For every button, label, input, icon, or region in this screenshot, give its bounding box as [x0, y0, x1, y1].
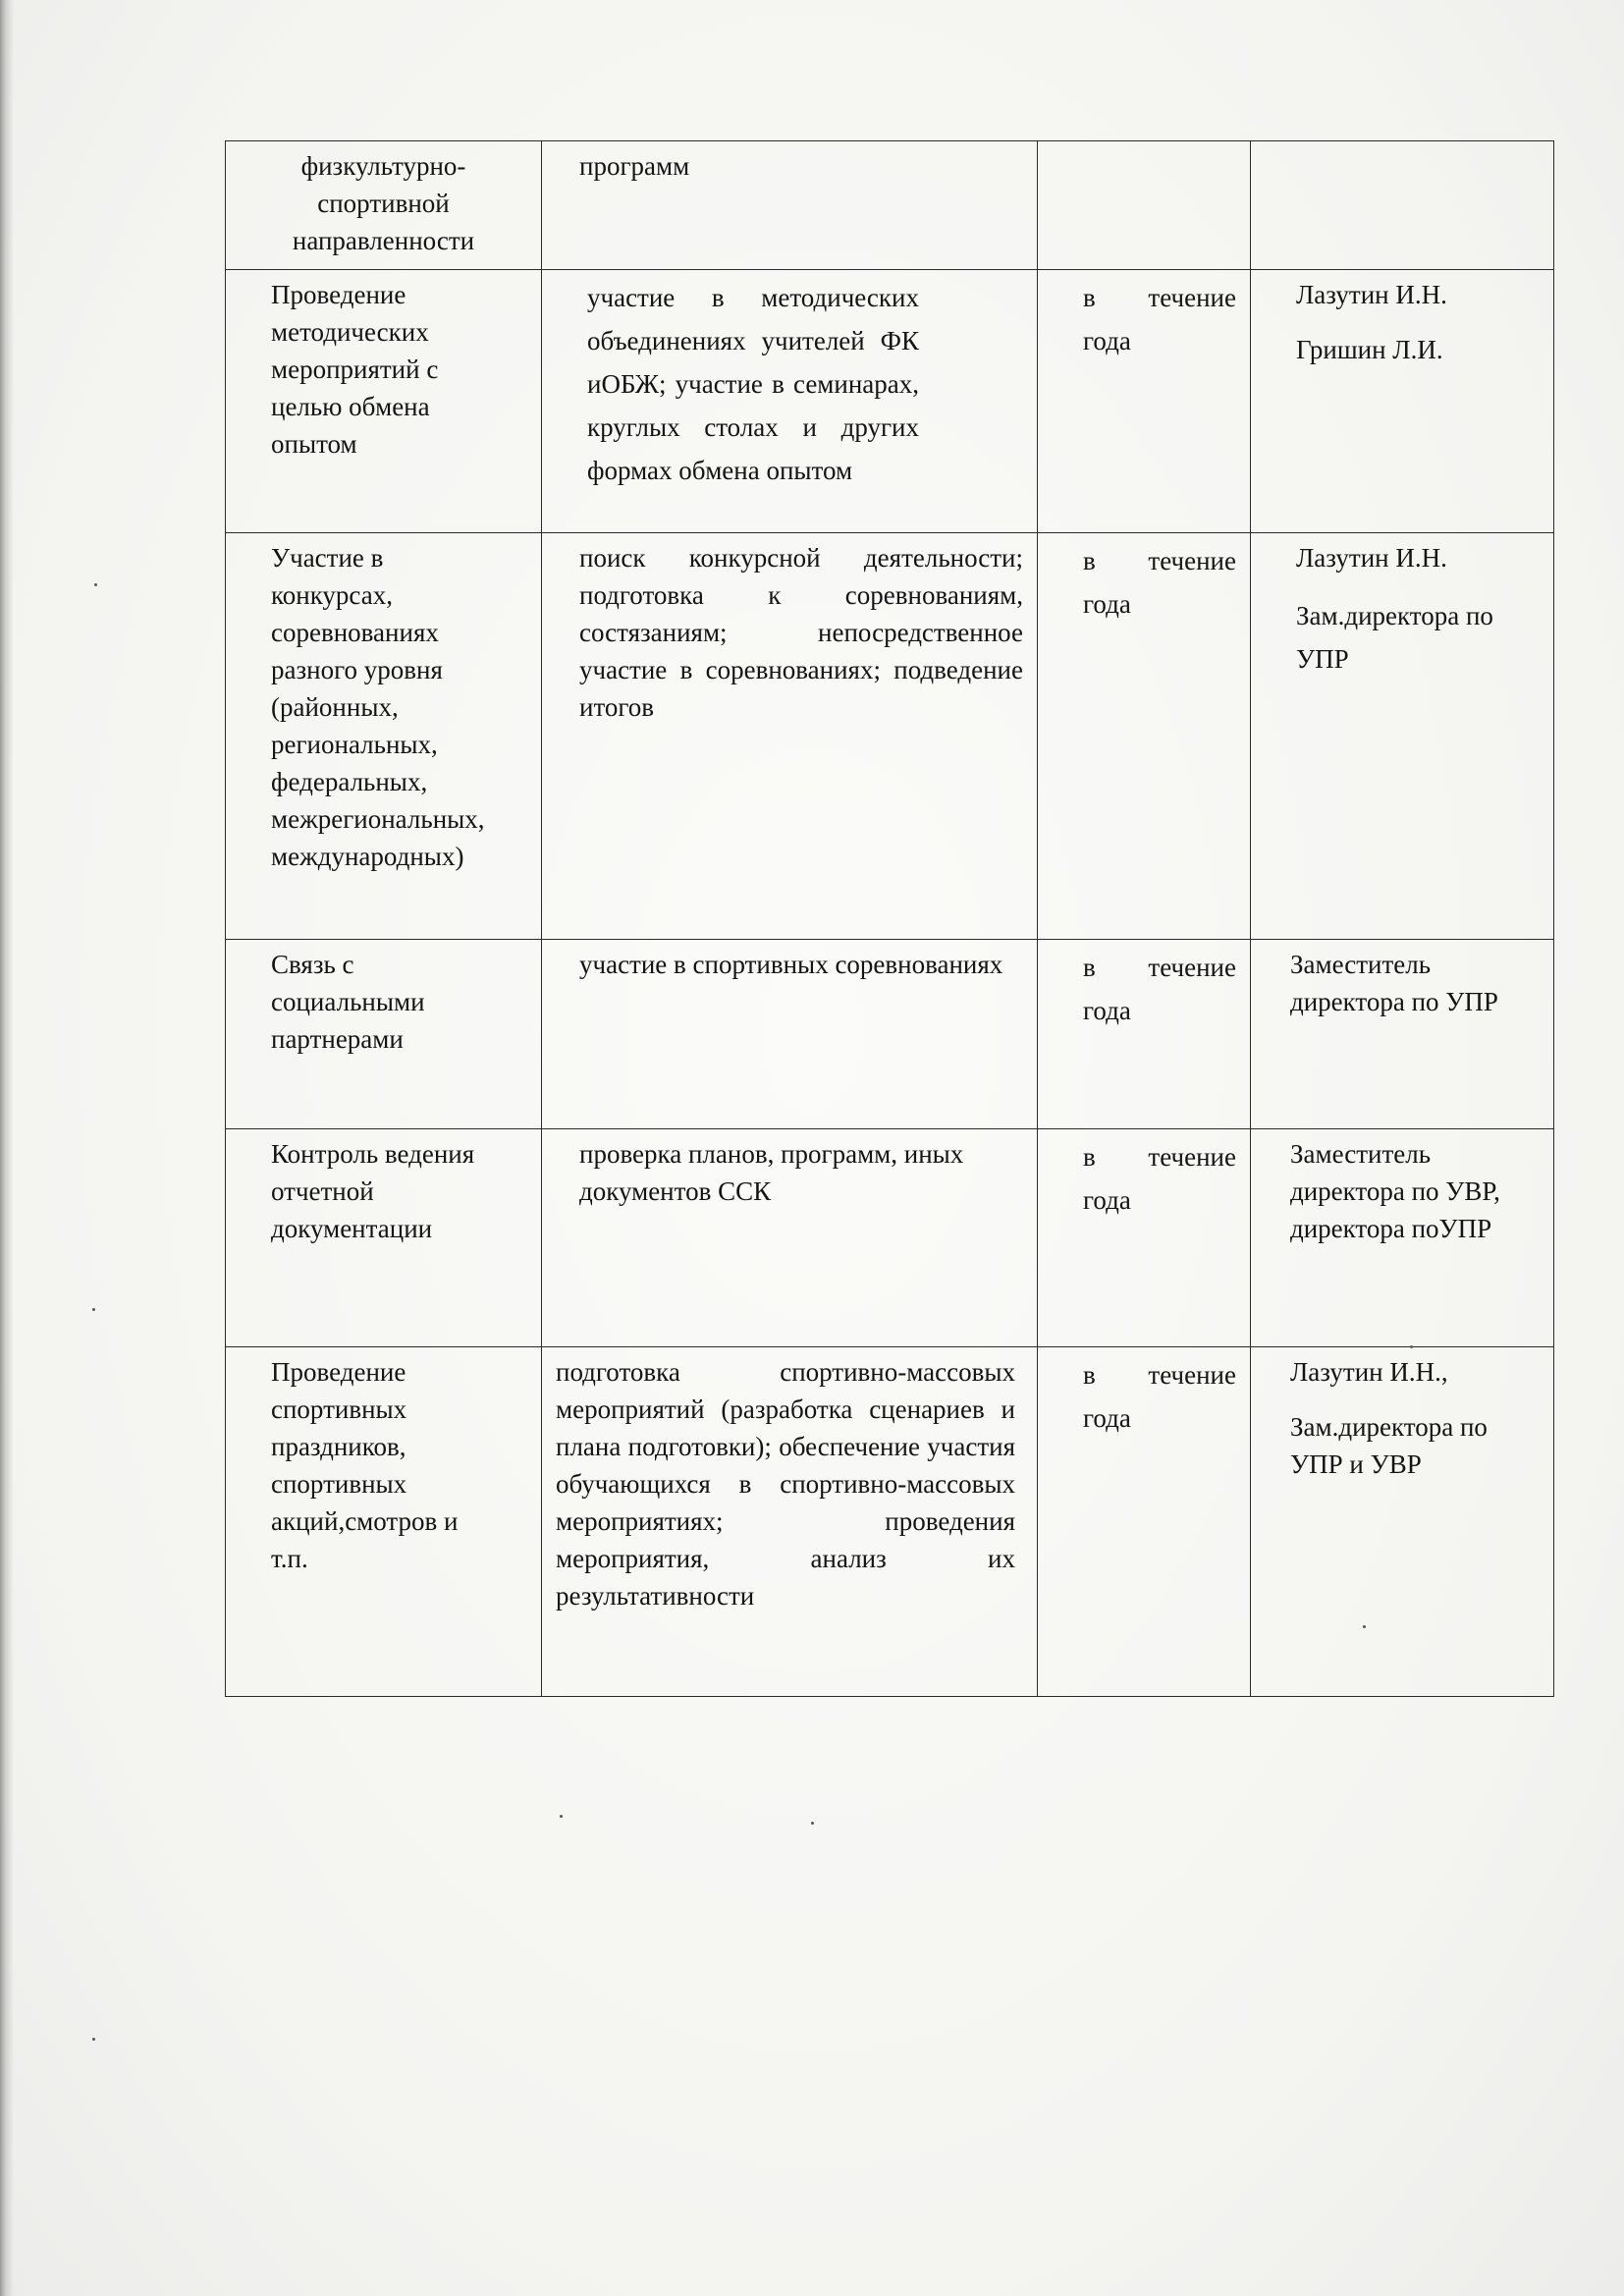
scan-speck: [560, 1815, 563, 1818]
content-cell: [542, 270, 1038, 533]
content-cell: [542, 940, 1038, 1129]
direction-cell: [226, 1347, 542, 1697]
responsible-cell: [1251, 1129, 1554, 1347]
term-cell: [1038, 1347, 1251, 1697]
scan-speck: [94, 583, 97, 586]
content-text: подготовка спортивно-массовых мероприятий (разработка сценариев и плана подготовки); обеспечение участия обучающихся в спортивно-массовых мероприятиях; проведения мероприятия, анализ их результативности: [556, 1357, 1015, 1611]
term-cell: [1038, 141, 1251, 270]
scan-speck: [811, 1822, 814, 1825]
responsible-name: Заместитель директора по УВР, директора поУПР: [1290, 1139, 1500, 1243]
table-row: [226, 270, 1554, 533]
responsible-name: Зам.директора по УПР и УВР: [1290, 1412, 1488, 1479]
term-cell: [1038, 533, 1251, 940]
responsible-name: Заместитель директора по УПР: [1290, 950, 1498, 1016]
term-text: в течение года: [1083, 1142, 1236, 1215]
direction-text: Участие в конкурсах, соревнованиях разного уровня (районных, региональных, федеральных, межрегиональных, международных): [271, 543, 485, 871]
responsible-name: Гришин Л.И.: [1296, 335, 1443, 364]
responsible-name: Лазутин И.Н.: [1296, 543, 1447, 573]
scan-speck: [92, 2038, 95, 2041]
table-row: [226, 1129, 1554, 1347]
content-text: участие в спортивных соревнованиях: [579, 950, 1003, 979]
term-text: в течение года: [1083, 953, 1236, 1025]
content-text: поиск конкурсной деятельности; подготовка к соревнованиям, состязаниям; непосредственное участие в соревнованиях; подведение итогов: [579, 543, 1023, 722]
direction-cell: [226, 141, 542, 270]
direction-text: Проведение методических мероприятий с целью обмена опытом: [271, 280, 439, 459]
scan-speck: [1363, 1625, 1366, 1628]
term-text: в течение года: [1083, 1360, 1236, 1433]
responsible-cell: [1251, 533, 1554, 940]
direction-cell: [226, 1129, 542, 1347]
responsible-cell: [1251, 940, 1554, 1129]
table-row: [226, 533, 1554, 940]
content-text: проверка планов, программ, иных документов ССК: [579, 1139, 964, 1206]
table-row: [226, 141, 1554, 270]
term-text: в течение года: [1083, 283, 1236, 355]
term-cell: [1038, 1129, 1251, 1347]
responsible-name: Лазутин И.Н.: [1296, 280, 1447, 309]
responsible-cell: [1251, 141, 1554, 270]
scan-edge-shadow: [0, 0, 14, 2296]
scan-speck: [1410, 1345, 1413, 1348]
table-row: [226, 940, 1554, 1129]
content-cell: [542, 1347, 1038, 1697]
direction-cell: [226, 533, 542, 940]
direction-text: Контроль ведения отчетной документации: [271, 1139, 475, 1243]
responsible-cell: [1251, 1347, 1554, 1697]
direction-cell: [226, 940, 542, 1129]
term-cell: [1038, 270, 1251, 533]
term-cell: [1038, 940, 1251, 1129]
responsible-name: Зам.директора по УПР: [1296, 601, 1493, 674]
direction-text: Связь с социальными партнерами: [271, 950, 425, 1054]
responsible-name: Лазутин И.Н.,: [1290, 1357, 1448, 1387]
content-cell: [542, 1129, 1038, 1347]
table-row: [226, 1347, 1554, 1697]
content-cell: [542, 533, 1038, 940]
content-text: программ: [579, 151, 690, 181]
activity-plan-table: [225, 140, 1554, 1697]
direction-cell: [226, 270, 542, 533]
direction-text: физкультурно- спортивной направленности: [292, 151, 475, 255]
term-text: в течение года: [1083, 546, 1236, 619]
content-text: участие в методических объединениях учителей ФК иОБЖ; участие в семинарах, круглых столах и других формах обмена опытом: [587, 283, 919, 485]
content-cell: [542, 141, 1038, 270]
responsible-cell: [1251, 270, 1554, 533]
direction-text: Проведение спортивных праздников, спортивных акций,смотров и т.п.: [271, 1357, 459, 1573]
scan-speck: [92, 1308, 95, 1311]
